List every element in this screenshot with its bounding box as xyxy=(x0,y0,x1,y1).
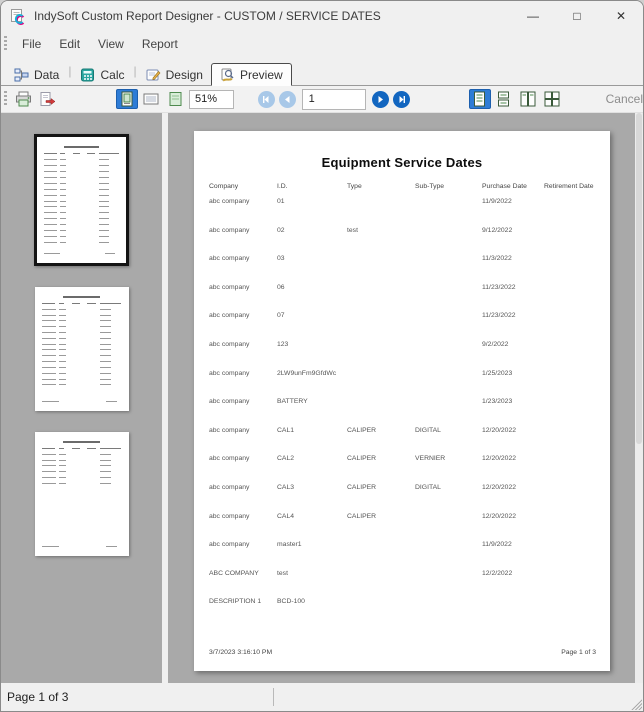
table-cell: CALIPER xyxy=(347,483,377,491)
thumbnail-text-bar xyxy=(42,361,56,362)
thumbnail-text-bar xyxy=(59,465,66,466)
thumbnail-text-bar xyxy=(44,206,57,207)
thumbnail-title-bar xyxy=(64,146,100,148)
title-bar xyxy=(1,1,643,31)
thumbnail-text-bar xyxy=(59,361,66,362)
table-cell: abc company xyxy=(209,312,250,320)
table-cell: DIGITAL xyxy=(415,426,441,434)
table-row xyxy=(194,341,610,370)
table-cell: 1/25/2023 xyxy=(482,369,513,377)
menu-edit[interactable]: Edit xyxy=(59,37,81,51)
previous-page-button[interactable] xyxy=(279,91,296,108)
table-cell: abc company xyxy=(209,541,250,549)
thumbnail-text-bar xyxy=(44,153,56,154)
tab-data[interactable] xyxy=(6,63,67,86)
thumbnail-text-bar xyxy=(60,183,66,184)
thumbnail-text-bar xyxy=(59,332,66,333)
column-header: Purchase Date xyxy=(482,183,527,190)
thumbnail-text-bar xyxy=(42,401,59,402)
preview-canvas xyxy=(168,113,643,683)
table-cell: 2LW9unFm9GfdWc xyxy=(277,369,337,377)
thumbnail-text-bar xyxy=(42,326,56,327)
column-header: Company xyxy=(209,183,239,190)
thumbnail-text-bar xyxy=(99,242,109,243)
table-cell: 06 xyxy=(277,283,285,291)
thumbnail-text-bar xyxy=(87,448,95,449)
thumbnail-text-bar xyxy=(72,448,80,449)
table-cell: DESCRIPTION 1 xyxy=(209,598,262,606)
table-cell: CALIPER xyxy=(347,512,377,520)
table-cell: abc company xyxy=(209,512,250,520)
status-bar xyxy=(1,683,643,711)
thumbnail-text-bar xyxy=(87,303,95,304)
tab-preview-label: Preview xyxy=(239,67,283,82)
thumbnail-text-bar xyxy=(59,373,66,374)
zoom-page-fit-button[interactable] xyxy=(116,89,138,109)
thumbnail-text-bar xyxy=(100,355,110,356)
thumbnail-text-bar xyxy=(59,309,66,310)
thumbnail-text-bar xyxy=(60,224,66,225)
thumbnail-text-bar xyxy=(59,349,66,350)
table-cell: test xyxy=(347,226,358,234)
table-cell: 11/23/2022 xyxy=(482,312,516,320)
thumbnail-text-bar xyxy=(42,465,56,466)
table-cell: CALIPER xyxy=(347,455,377,463)
thumbnail-text-bar xyxy=(59,460,66,461)
preview-toolbar xyxy=(1,86,643,113)
table-row xyxy=(194,370,610,399)
table-cell: abc company xyxy=(209,226,250,234)
window-title: IndySoft Custom Report Designer - CUSTOM / SERVICE DATES xyxy=(34,9,381,23)
thumbnail-text-bar xyxy=(60,206,66,207)
table-cell: DIGITAL xyxy=(415,483,441,491)
table-cell: 12/20/2022 xyxy=(482,455,517,463)
column-header: Type xyxy=(347,183,362,190)
maximize-button[interactable]: □ xyxy=(573,9,581,23)
table-cell: VERNIER xyxy=(415,455,446,463)
thumbnail-text-bar xyxy=(100,349,110,350)
thumbnail-text-bar xyxy=(44,242,57,243)
thumbnail-text-bar xyxy=(99,153,119,154)
table-row xyxy=(194,312,610,341)
thumbnail-text-bar xyxy=(59,355,66,356)
report-footer-page: Page 1 of 3 xyxy=(561,649,596,656)
table-cell: abc company xyxy=(209,455,250,463)
thumbnail-text-bar xyxy=(100,448,121,449)
thumbnail-text-bar xyxy=(99,195,109,196)
table-cell: ABC COMPANY xyxy=(209,569,259,577)
table-row xyxy=(194,284,610,313)
thumbnail-text-bar xyxy=(42,471,56,472)
table-row xyxy=(194,455,610,484)
thumbnail-text-bar xyxy=(44,230,57,231)
thumbnail-text-bar xyxy=(42,448,55,449)
thumbnail-text-bar xyxy=(42,384,56,385)
thumbnail-text-bar xyxy=(60,201,66,202)
thumbnail-text-bar xyxy=(44,189,57,190)
table-cell: CAL1 xyxy=(277,426,295,434)
thumbnail-text-bar xyxy=(100,326,110,327)
thumbnail-text-bar xyxy=(99,206,109,207)
report-footer xyxy=(209,649,596,656)
table-row xyxy=(194,227,610,256)
thumbnail-text-bar xyxy=(44,224,57,225)
app-logo-icon xyxy=(10,8,27,25)
thumbnail-text-bar xyxy=(42,477,56,478)
thumbnail-title-bar xyxy=(63,441,101,443)
table-cell: abc company xyxy=(209,483,250,491)
thumbnail-text-bar xyxy=(99,171,109,172)
thumbnail-panel xyxy=(1,113,162,683)
menu-view[interactable]: View xyxy=(98,37,124,51)
table-cell: 12/2/2022 xyxy=(482,569,513,577)
thumbnail-text-bar xyxy=(100,344,110,345)
thumbnail-text-bar xyxy=(59,379,66,380)
thumbnail-text-bar xyxy=(59,448,64,449)
report-page xyxy=(194,131,610,671)
thumbnail-text-bar xyxy=(99,212,109,213)
thumbnail-text-bar xyxy=(100,332,110,333)
table-header-row xyxy=(194,183,610,190)
table-row xyxy=(194,484,610,513)
minimize-button[interactable]: — xyxy=(527,9,539,23)
tab-design[interactable] xyxy=(138,63,211,86)
thumbnail-text-bar xyxy=(59,344,66,345)
main-area xyxy=(1,113,643,683)
table-row xyxy=(194,255,610,284)
cancel-button[interactable]: Cancel xyxy=(605,92,643,106)
thumbnail-text-bar xyxy=(42,546,59,547)
table-cell: 03 xyxy=(277,255,285,263)
thumbnail-text-bar xyxy=(99,159,109,160)
thumbnail-text-bar xyxy=(42,379,56,380)
column-header: I.D. xyxy=(277,183,288,190)
thumbnail-text-bar xyxy=(100,483,110,484)
thumbnail-text-bar xyxy=(42,338,56,339)
table-cell: 1/23/2023 xyxy=(482,398,513,406)
thumbnail-text-bar xyxy=(42,454,56,455)
thumbnail-text-bar xyxy=(60,177,66,178)
tab-strip xyxy=(1,57,643,86)
thumbnail-text-bar xyxy=(60,189,66,190)
thumbnail-text-bar xyxy=(100,303,121,304)
thumbnail-text-bar xyxy=(44,195,57,196)
thumbnail-text-bar xyxy=(100,338,110,339)
thumbnail-text-bar xyxy=(59,338,66,339)
thumbnail-title-bar xyxy=(63,296,101,298)
thumbnail-text-bar xyxy=(99,224,109,225)
thumbnail-text-bar xyxy=(99,201,109,202)
status-separator xyxy=(273,688,274,706)
thumbnail-text-bar xyxy=(42,373,56,374)
thumbnail-text-bar xyxy=(44,212,57,213)
thumbnail-text-bar xyxy=(42,332,56,333)
table-cell: BATTERY xyxy=(277,398,308,406)
thumbnail-text-bar xyxy=(44,171,57,172)
thumbnail-text-bar xyxy=(100,460,110,461)
thumbnail-text-bar xyxy=(44,177,57,178)
thumbnail-text-bar xyxy=(42,367,56,368)
table-cell: abc company xyxy=(209,283,250,291)
thumbnail-text-bar xyxy=(42,309,56,310)
thumbnail-text-bar xyxy=(42,320,56,321)
menu-file[interactable]: File xyxy=(22,37,42,51)
table-cell: abc company xyxy=(209,340,250,348)
calculator-icon xyxy=(80,68,95,82)
report-title: Equipment Service Dates xyxy=(321,155,483,170)
tab-data-label: Data xyxy=(34,67,60,82)
table-cell: 12/20/2022 xyxy=(482,512,517,520)
tab-design-label: Design xyxy=(165,67,203,82)
thumbnail-text-bar xyxy=(106,401,117,402)
thumbnail-text-bar xyxy=(99,230,109,231)
thumbnail-text-bar xyxy=(106,546,117,547)
thumbnail-text-bar xyxy=(73,153,80,154)
table-cell: 11/3/2022 xyxy=(482,255,512,263)
toolbar-grip-icon xyxy=(4,36,7,52)
thumbnail-text-bar xyxy=(60,242,66,243)
thumbnail-text-bar xyxy=(42,349,56,350)
thumbnail-text-bar xyxy=(44,253,60,254)
thumbnail-text-bar xyxy=(44,201,57,202)
print-button[interactable] xyxy=(12,89,34,109)
thumbnail-text-bar xyxy=(59,384,66,385)
tab-separator: | xyxy=(68,64,72,78)
thumbnail-text-bar xyxy=(100,379,110,380)
view-continuous-button[interactable] xyxy=(493,89,515,109)
thumbnail-text-bar xyxy=(59,303,64,304)
table-row xyxy=(194,598,610,627)
view-multiple-pages-button[interactable] xyxy=(541,89,563,109)
design-pencil-icon xyxy=(146,68,161,82)
thumbnail-text-bar xyxy=(59,315,66,316)
table-cell: 12/20/2022 xyxy=(482,426,517,434)
preview-magnifier-icon xyxy=(220,68,235,82)
tab-calc-label: Calc xyxy=(100,67,125,82)
thumbnail-text-bar xyxy=(59,326,66,327)
thumbnail-text-bar xyxy=(42,355,56,356)
column-header: Retirement Date xyxy=(544,183,594,190)
page-thumbnail-3[interactable] xyxy=(35,432,129,556)
table-cell: abc company xyxy=(209,255,250,263)
thumbnail-text-bar xyxy=(60,153,64,154)
thumbnail-text-bar xyxy=(42,460,56,461)
table-row xyxy=(194,398,610,427)
table-row xyxy=(194,570,610,599)
thumbnail-text-bar xyxy=(100,315,110,316)
table-cell: 9/12/2022 xyxy=(482,226,513,234)
table-cell: 02 xyxy=(277,226,285,234)
thumbnail-text-bar xyxy=(100,477,110,478)
thumbnail-text-bar xyxy=(59,471,66,472)
table-row xyxy=(194,198,610,227)
thumbnail-text-bar xyxy=(100,454,110,455)
table-cell: CAL4 xyxy=(277,512,295,520)
thumbnail-text-bar xyxy=(60,218,66,219)
thumbnail-text-bar xyxy=(44,218,57,219)
thumbnail-text-bar xyxy=(59,477,66,478)
thumbnail-text-bar xyxy=(100,367,110,368)
page-thumbnail-2[interactable] xyxy=(35,287,129,411)
data-diagram-icon xyxy=(14,68,29,82)
close-button[interactable]: ✕ xyxy=(615,9,627,23)
table-body xyxy=(194,198,610,627)
thumbnail-text-bar xyxy=(60,236,66,237)
first-page-button[interactable] xyxy=(258,91,275,108)
table-cell: 9/2/2022 xyxy=(482,340,509,348)
next-page-button[interactable] xyxy=(372,91,389,108)
table-cell: 123 xyxy=(277,340,289,348)
tab-calc[interactable] xyxy=(72,63,132,86)
table-cell: 12/20/2022 xyxy=(482,483,517,491)
zoom-page-width-button[interactable] xyxy=(140,89,162,109)
table-cell: abc company xyxy=(209,369,250,377)
table-row xyxy=(194,541,610,570)
thumbnail-text-bar xyxy=(100,309,110,310)
tab-preview[interactable] xyxy=(211,63,292,86)
thumbnail-text-bar xyxy=(100,471,110,472)
thumbnail-text-bar xyxy=(59,320,66,321)
thumbnail-text-bar xyxy=(42,315,56,316)
view-facing-pages-button[interactable] xyxy=(517,89,539,109)
table-cell: 01 xyxy=(277,198,285,205)
thumbnail-text-bar xyxy=(59,367,66,368)
thumbnail-text-bar xyxy=(42,483,56,484)
thumbnail-text-bar xyxy=(60,159,66,160)
thumbnail-text-bar xyxy=(60,171,66,172)
thumbnail-text-bar xyxy=(100,373,110,374)
zoom-percent-field[interactable]: 51% xyxy=(189,90,234,109)
export-button[interactable] xyxy=(36,89,58,109)
thumbnail-text-bar xyxy=(60,230,66,231)
page-number-input[interactable] xyxy=(302,89,366,110)
thumbnail-text-bar xyxy=(99,236,109,237)
thumbnail-text-bar xyxy=(60,165,66,166)
table-cell: CALIPER xyxy=(347,426,377,434)
thumbnail-text-bar xyxy=(44,165,57,166)
thumbnail-text-bar xyxy=(44,236,57,237)
table-cell: 11/23/2022 xyxy=(482,283,516,291)
thumbnail-text-bar xyxy=(42,344,56,345)
page-thumbnail-1[interactable] xyxy=(34,134,129,266)
last-page-button[interactable] xyxy=(393,91,410,108)
thumbnail-text-bar xyxy=(60,195,66,196)
thumbnail-text-bar xyxy=(99,183,109,184)
thumbnail-text-bar xyxy=(105,253,116,254)
menu-bar xyxy=(1,31,643,57)
thumbnail-text-bar xyxy=(44,183,57,184)
thumbnail-text-bar xyxy=(100,320,110,321)
thumbnail-text-bar xyxy=(87,153,95,154)
tab-separator: | xyxy=(133,64,137,78)
table-row xyxy=(194,427,610,456)
report-footer-datetime: 3/7/2023 3:16:10 PM xyxy=(209,649,273,656)
view-single-page-button[interactable] xyxy=(469,89,491,109)
column-header: Sub-Type xyxy=(415,183,445,190)
thumbnail-text-bar xyxy=(59,454,66,455)
table-cell: test xyxy=(277,569,288,577)
table-cell: abc company xyxy=(209,198,250,205)
table-cell: 11/9/2022 xyxy=(482,541,512,549)
menu-report[interactable]: Report xyxy=(141,37,178,51)
table-cell: master1 xyxy=(277,541,302,549)
table-cell: abc company xyxy=(209,426,250,434)
zoom-full-page-button[interactable] xyxy=(164,89,186,109)
thumbnail-text-bar xyxy=(59,483,66,484)
table-cell: 11/9/2022 xyxy=(482,198,512,205)
vertical-scrollbar[interactable] xyxy=(635,113,643,683)
resize-grip-icon[interactable] xyxy=(629,697,642,710)
table-cell: BCD-100 xyxy=(277,598,305,606)
thumbnail-text-bar xyxy=(60,212,66,213)
thumbnail-text-bar xyxy=(99,177,109,178)
thumbnail-text-bar xyxy=(72,303,80,304)
table-cell: abc company xyxy=(209,398,250,406)
table-cell: CAL2 xyxy=(277,455,295,463)
thumbnail-text-bar xyxy=(100,361,110,362)
thumbnail-text-bar xyxy=(99,189,109,190)
thumbnail-text-bar xyxy=(99,165,109,166)
table-row xyxy=(194,513,610,542)
table-cell: CAL3 xyxy=(277,483,295,491)
thumbnail-text-bar xyxy=(100,384,110,385)
toolbar-grip-icon xyxy=(4,91,7,107)
thumbnail-text-bar xyxy=(44,159,57,160)
scrollbar-thumb[interactable] xyxy=(636,113,642,444)
thumbnail-text-bar xyxy=(42,303,55,304)
status-page-label: Page 1 of 3 xyxy=(7,690,69,704)
table-cell: 07 xyxy=(277,312,285,320)
thumbnail-text-bar xyxy=(100,465,110,466)
thumbnail-text-bar xyxy=(99,218,109,219)
